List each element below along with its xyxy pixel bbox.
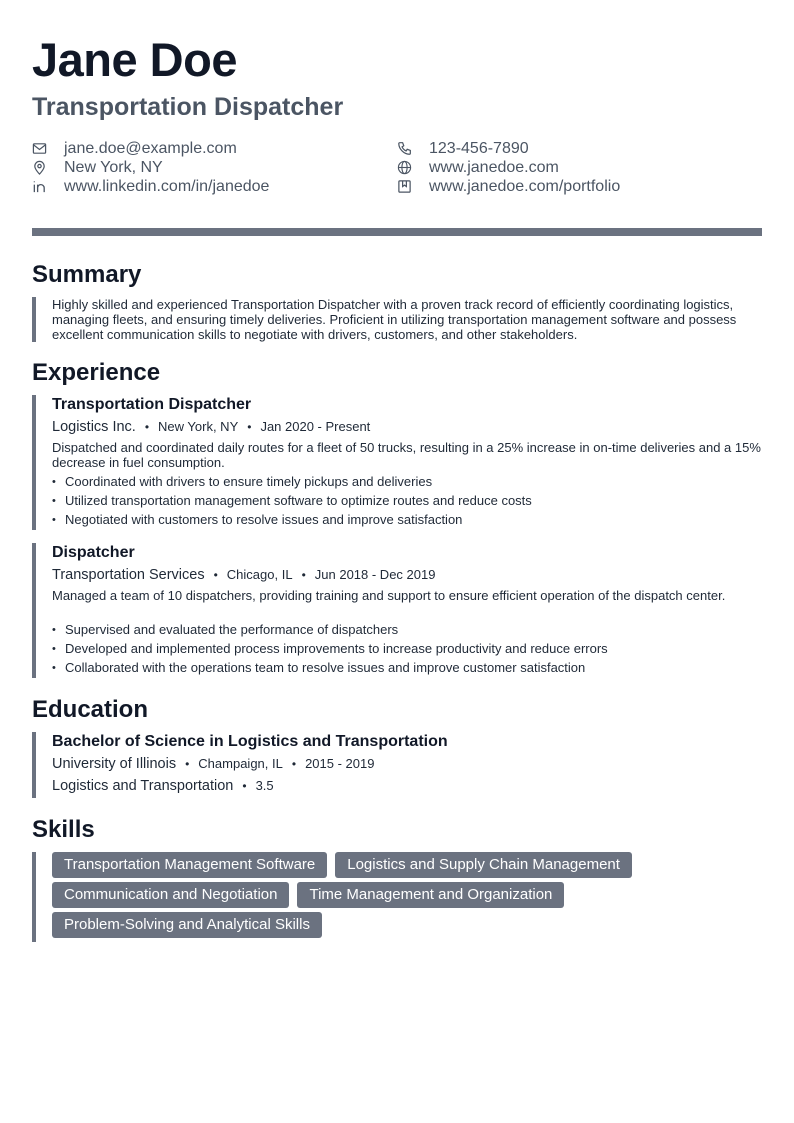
- experience-accent-bar: [32, 395, 36, 530]
- skills-heading: Skills: [32, 816, 95, 843]
- education-school: University of Illinois: [52, 756, 177, 772]
- education-field: Logistics and Transportation: [52, 778, 234, 794]
- list-item: • Developed and implemented process improvements to increase productivity and reduce errors: [52, 639, 764, 658]
- job-2-bullets: [52, 620, 764, 677]
- skill-chip: Logistics and Supply Chain Management: [335, 852, 632, 878]
- job-1-location: New York, NY: [158, 419, 239, 434]
- list-item: • Collaborated with the operations team to resolve issues and improve customer satisfaction: [52, 658, 764, 677]
- education-heading: Education: [32, 696, 149, 723]
- skill-chip: Problem-Solving and Analytical Skills: [52, 912, 322, 938]
- portfolio-text[interactable]: www.janedoe.com/portfolio: [429, 178, 621, 195]
- header-divider: [32, 228, 762, 236]
- job-1-company: Logistics Inc.: [52, 419, 136, 435]
- linkedin-text[interactable]: www.linkedin.com/in/janedoe: [64, 178, 270, 195]
- phone-icon: [397, 141, 412, 156]
- bookmark-icon: [397, 179, 412, 194]
- education-accent-bar: [32, 732, 36, 798]
- summary-accent-bar: [32, 297, 36, 342]
- list-item: • Supervised and evaluated the performance of dispatchers: [52, 620, 764, 639]
- globe-icon: [397, 160, 412, 175]
- education-dates: 2015 - 2019: [305, 756, 375, 771]
- job-1-title: Transportation Dispatcher: [52, 396, 252, 413]
- map-pin-icon: [32, 160, 47, 175]
- summary-text: Highly skilled and experienced Transportation Dispatcher with a proven track record of efficiently coordinating logistics, managing fleets, and ensuring timely deliveries. Proficient in utilizing transportation management software and possess excellent communication skills to negotiate with drivers, customers, and other stakeholders.: [52, 297, 737, 342]
- linkedin-icon: [32, 179, 47, 194]
- website-text[interactable]: www.janedoe.com: [429, 159, 559, 176]
- skills-list: [52, 852, 752, 938]
- list-item: • Negotiated with customers to resolve issues and improve satisfaction: [52, 510, 764, 529]
- list-item: • Utilized transportation management software to optimize routes and reduce costs: [52, 491, 764, 510]
- location-text: New York, NY: [64, 159, 163, 176]
- email-text[interactable]: jane.doe@example.com: [64, 140, 237, 157]
- job-2-title: Dispatcher: [52, 544, 135, 561]
- skills-accent-bar: [32, 852, 36, 942]
- phone-text[interactable]: 123-456-7890: [429, 140, 529, 157]
- job-2-company: Transportation Services: [52, 567, 205, 583]
- job-2-description: Managed a team of 10 dispatchers, providing training and support to ensure efficient operation of the dispatch center.: [52, 588, 726, 603]
- experience-accent-bar: [32, 543, 36, 678]
- skill-chip: Transportation Management Software: [52, 852, 327, 878]
- job-1-bullets: [52, 472, 764, 529]
- education-gpa: 3.5: [255, 778, 274, 793]
- job-2-location: Chicago, IL: [226, 567, 293, 582]
- skill-chip: Time Management and Organization: [297, 882, 564, 908]
- experience-heading: Experience: [32, 359, 161, 386]
- envelope-icon: [32, 141, 47, 156]
- job-1-dates: Jan 2020 - Present: [260, 419, 371, 434]
- education-degree: Bachelor of Science in Logistics and Transportation: [52, 733, 448, 750]
- job-1-description: Dispatched and coordinated daily routes for a fleet of 50 trucks, resulting in a 25% increase in on-time deliveries and a 15% decrease in fuel consumption.: [52, 440, 761, 470]
- skill-chip: Communication and Negotiation: [52, 882, 289, 908]
- candidate-name: Jane Doe: [32, 33, 237, 86]
- education-meta: University of Illinois • Champaign, IL • 2015 - 2019: [52, 756, 375, 772]
- job-1-meta: Logistics Inc. • New York, NY • Jan 2020 - Present: [52, 419, 371, 435]
- list-item: • Coordinated with drivers to ensure timely pickups and deliveries: [52, 472, 764, 491]
- education-location: Champaign, IL: [198, 756, 283, 771]
- summary-heading: Summary: [32, 261, 142, 288]
- job-2-meta: Transportation Services • Chicago, IL • Jun 2018 - Dec 2019: [52, 567, 436, 583]
- job-2-dates: Jun 2018 - Dec 2019: [314, 567, 436, 582]
- education-field-row: Logistics and Transportation • 3.5: [52, 778, 274, 794]
- job-title-headline: Transportation Dispatcher: [32, 93, 344, 121]
